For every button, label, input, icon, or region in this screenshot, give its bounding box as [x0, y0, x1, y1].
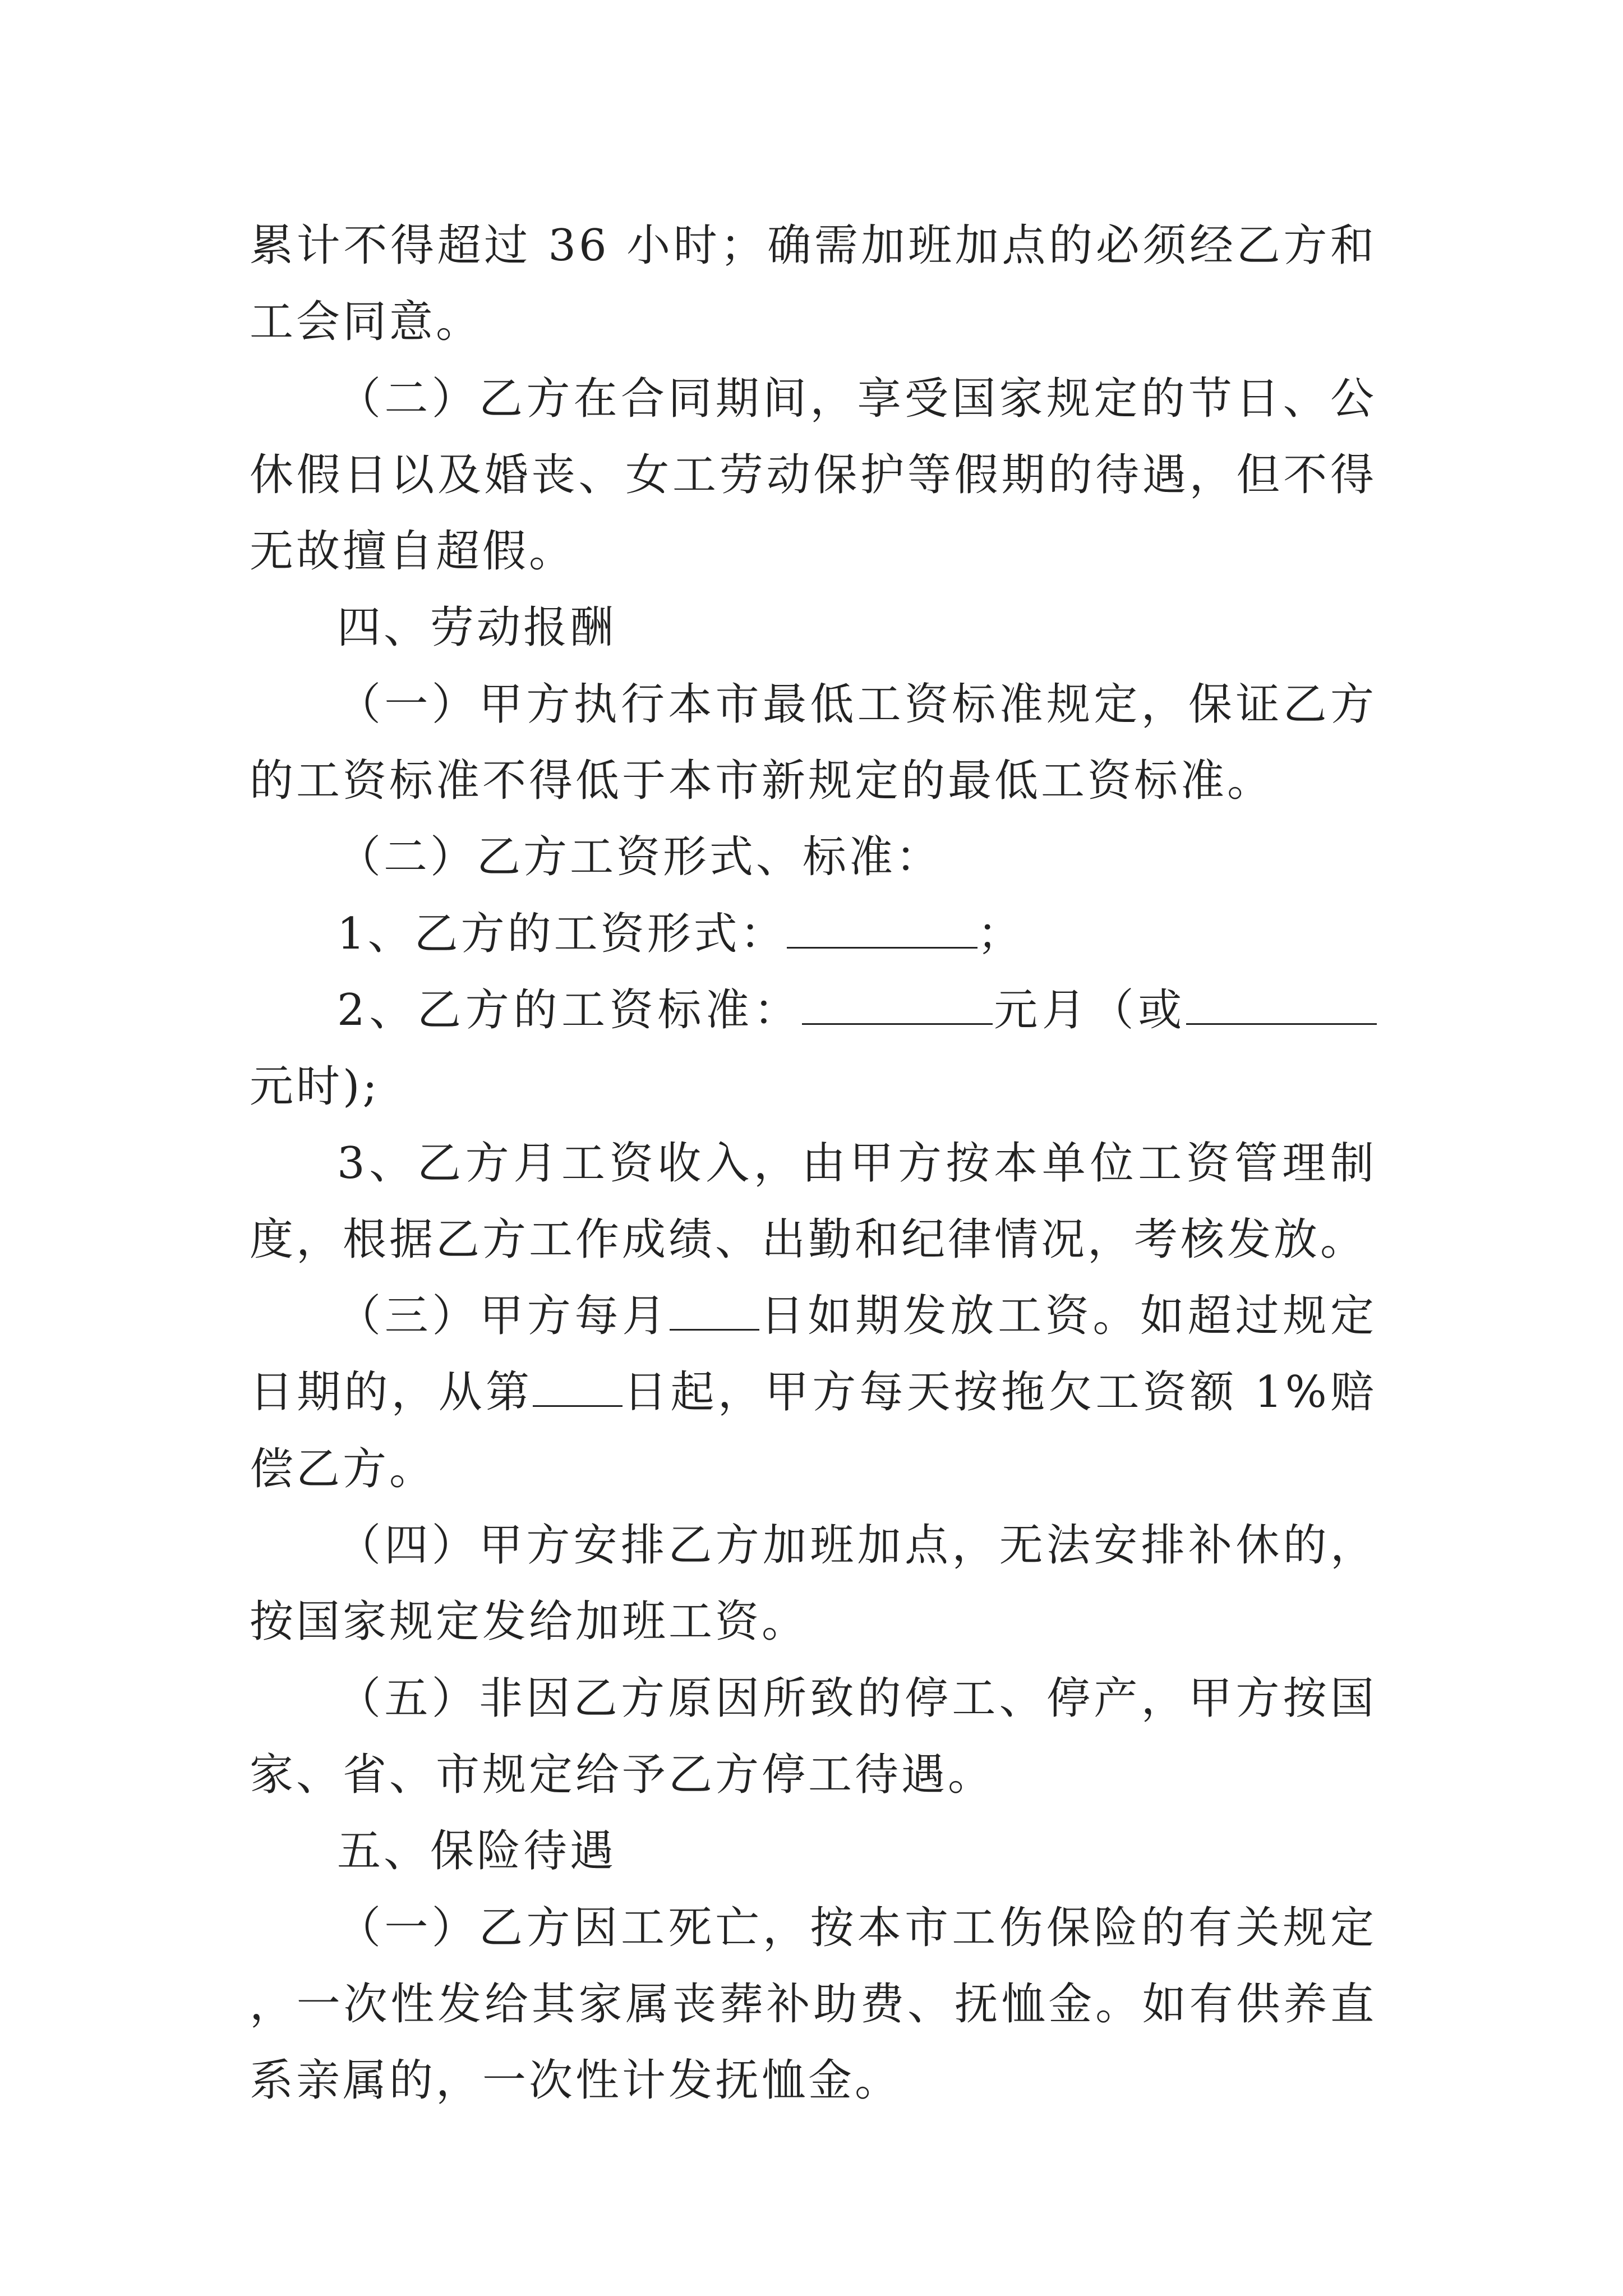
paragraph-p13: [250, 1890, 1377, 2119]
paragraph-p12: [250, 1813, 1377, 1889]
paragraph-text: 五、保险待遇: [337, 1826, 617, 1877]
paragraph-text: 日如期发放工资。如超过规定日期的，从第: [250, 1291, 1377, 1418]
paragraph-text: 1、乙方的工资形式：: [337, 908, 787, 959]
paragraph-p6: [250, 896, 1377, 972]
paragraph-text: （三）甲方每月: [337, 1291, 670, 1342]
paragraph-p11: [250, 1660, 1377, 1814]
paragraph-text: 累计不得超过 36 小时；确需加班加点的必须经乙方和工会同意。: [250, 220, 1377, 348]
paragraph-p10: [250, 1507, 1377, 1660]
paragraph-text: （五）非因乙方原因所致的停工、停产，甲方按国家、省、市规定给予乙方停工待遇。: [250, 1673, 1377, 1800]
document-body: [250, 208, 1377, 2119]
paragraph-p7: [250, 972, 1377, 1125]
paragraph-text: （二）乙方工资形式、标准：: [337, 832, 943, 883]
paragraph-text: 日起，甲方每天按拖欠工资额 1%赔偿乙方。: [250, 1367, 1377, 1494]
paragraph-text: ；: [977, 908, 1024, 959]
paragraph-text: 3、乙方月工资收入，由甲方按本单位工资管理制度，根据乙方工作成绩、出勤和纪律情况，考核发放。: [250, 1138, 1377, 1265]
fill-in-blank[interactable]: [787, 909, 978, 949]
paragraph-p4: [250, 666, 1377, 820]
paragraph-p3: [250, 590, 1377, 666]
paragraph-text: 元月（或: [992, 984, 1186, 1036]
paragraph-p1: [250, 208, 1377, 361]
fill-in-blank[interactable]: [1186, 986, 1377, 1025]
paragraph-text: （一）乙方因工死亡，按本市工伤保险的有关规定，一次性发给其家属丧葬补助费、抚恤金。如有供养直系亲属的，一次性计发抚恤金。: [250, 1902, 1377, 2106]
paragraph-p9: [250, 1278, 1377, 1507]
fill-in-blank[interactable]: [670, 1291, 759, 1331]
paragraph-p2: [250, 361, 1377, 590]
paragraph-text: （二）乙方在合同期间，享受国家规定的节日、公休假日以及婚丧、女工劳动保护等假期的待遇，但不得无故擅自超假。: [250, 373, 1377, 577]
paragraph-p5: [250, 819, 1377, 895]
paragraph-p8: [250, 1125, 1377, 1278]
paragraph-text: 2、乙方的工资标准：: [337, 984, 802, 1036]
fill-in-blank[interactable]: [533, 1368, 623, 1407]
fill-in-blank[interactable]: [802, 986, 993, 1025]
paragraph-text: （四）甲方安排乙方加班加点，无法安排补休的，按国家规定发给加班工资。: [250, 1520, 1377, 1648]
paragraph-text: 四、劳动报酬: [337, 602, 617, 654]
paragraph-text: （一）甲方执行本市最低工资标准规定，保证乙方的工资标准不得低于本市新规定的最低工资标准。: [250, 679, 1377, 807]
paragraph-text: 元时);: [250, 1061, 380, 1112]
